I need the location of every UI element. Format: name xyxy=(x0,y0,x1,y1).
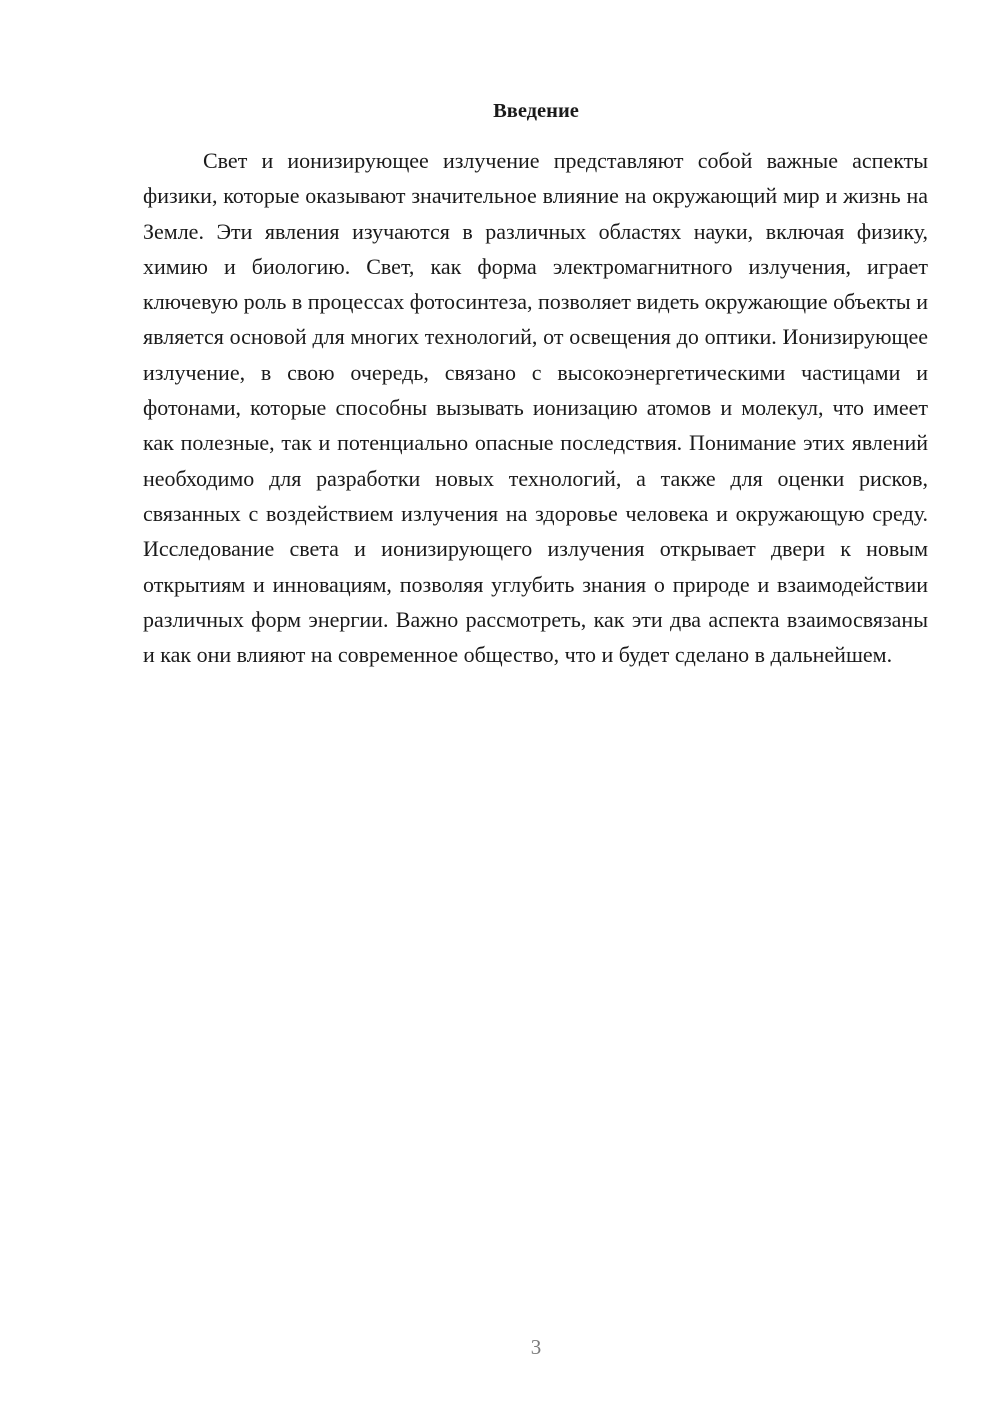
section-heading: Введение xyxy=(493,100,579,122)
body-paragraph: Свет и ионизирующее излучение представляют собой важные аспекты физики, которые оказывают значительное влияние на окружающий мир и жизнь на Земле. Эти явления изучаются в различных областях науки, включая физику, химию и биологию. Свет, как форма электромагнитного излучения, играет ключевую роль в процессах фотосинтеза, позволяет видеть окружающие объекты и является основой для многих технологий, от освещения до оптики. Ионизирующее излучение, в свою очередь, связано с высокоэнергетическими частицами и фотонами, которые способны вызывать ионизацию атомов и молекул, что имеет как полезные, так и потенциально опасные последствия. Понимание этих явлений необходимо для разработки новых технологий, а также для оценки рисков, связанных с воздействием излучения на здоровье человека и окружающую среду. Исследование света и ионизирующего излучения открывает двери к новым открытиям и инновациям, позволяя углубить знания о природе и взаимодействии различных форм энергии. Важно рассмотреть, как эти два аспекта взаимосвязаны и как они влияют на современное общество, что и будет сделано в дальнейшем. xyxy=(143,148,928,668)
page-number: 3 xyxy=(530,1335,542,1359)
